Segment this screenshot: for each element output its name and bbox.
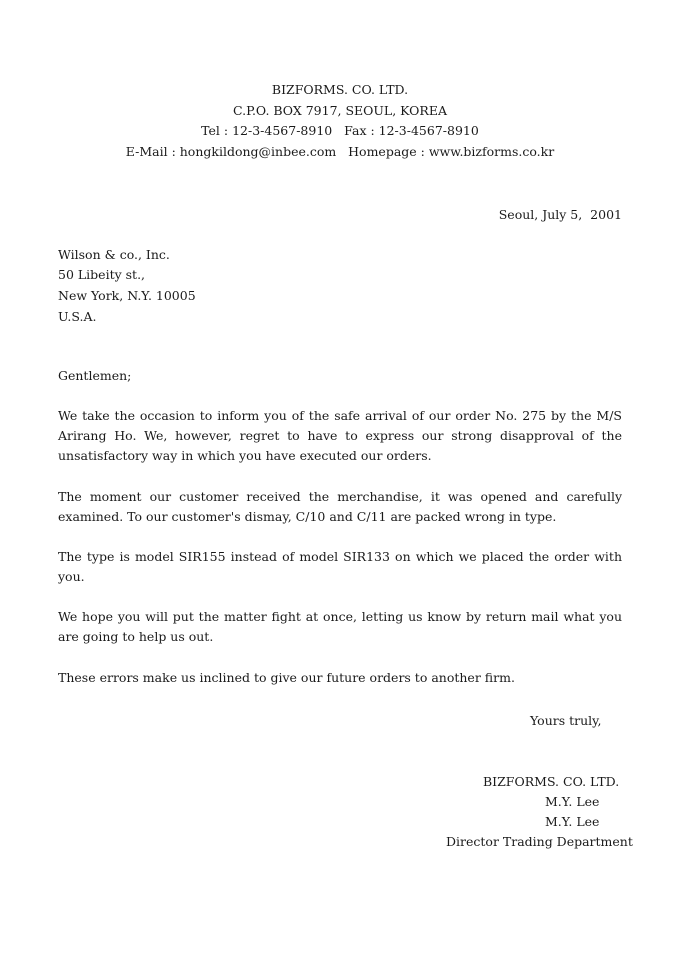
body-paragraph-1: We take the occasion to inform you of the safe arrival of our order No. 275 by the M/S Arirang Ho. We, however, regret to have to express our strong disapproval of the unsatisfactory way in which you have executed our orders.: [58, 408, 622, 463]
closing-company: BIZFORMS. CO. LTD.: [483, 774, 620, 789]
letterhead-phone-fax: Tel : 12-3-4567-8910 Fax : 12-3-4567-8910: [201, 123, 479, 138]
body-paragraph-5: These errors make us inclined to give our future orders to another firm.: [58, 670, 515, 685]
signer-title: Director Trading Department: [446, 834, 633, 849]
signer-name: M.Y. Lee: [545, 814, 600, 829]
letterhead-email-homepage: E-Mail : hongkildong@inbee.com Homepage : www.bizforms.co.kr: [125, 144, 555, 159]
signature: M.Y. Lee: [545, 794, 600, 809]
recipient-name: Wilson & co., Inc.: [58, 247, 170, 262]
body-paragraph-2: The moment our customer received the merchandise, it was opened and carefully examined. To our customer's dismay, C/10 and C/11 are packed wrong in type.: [58, 489, 622, 524]
body-paragraph-3: The type is model SIR155 instead of model SIR133 on which we placed the order with you.: [58, 549, 622, 584]
letterhead-address: C.P.O. BOX 7917, SEOUL, KOREA: [232, 103, 447, 118]
letter-date: Seoul, July 5, 2001: [498, 207, 622, 222]
recipient-country: U.S.A.: [58, 309, 97, 324]
recipient-city: New York, N.Y. 10005: [58, 288, 196, 303]
complimentary-close: Yours truly,: [530, 713, 602, 728]
letterhead-company: BIZFORMS. CO. LTD.: [271, 82, 409, 97]
salutation: Gentlemen;: [58, 368, 132, 383]
body-paragraph-4: We hope you will put the matter fight at once, letting us know by return mail what you are going to help us out.: [58, 609, 622, 644]
recipient-street: 50 Libeity st.,: [58, 267, 146, 282]
